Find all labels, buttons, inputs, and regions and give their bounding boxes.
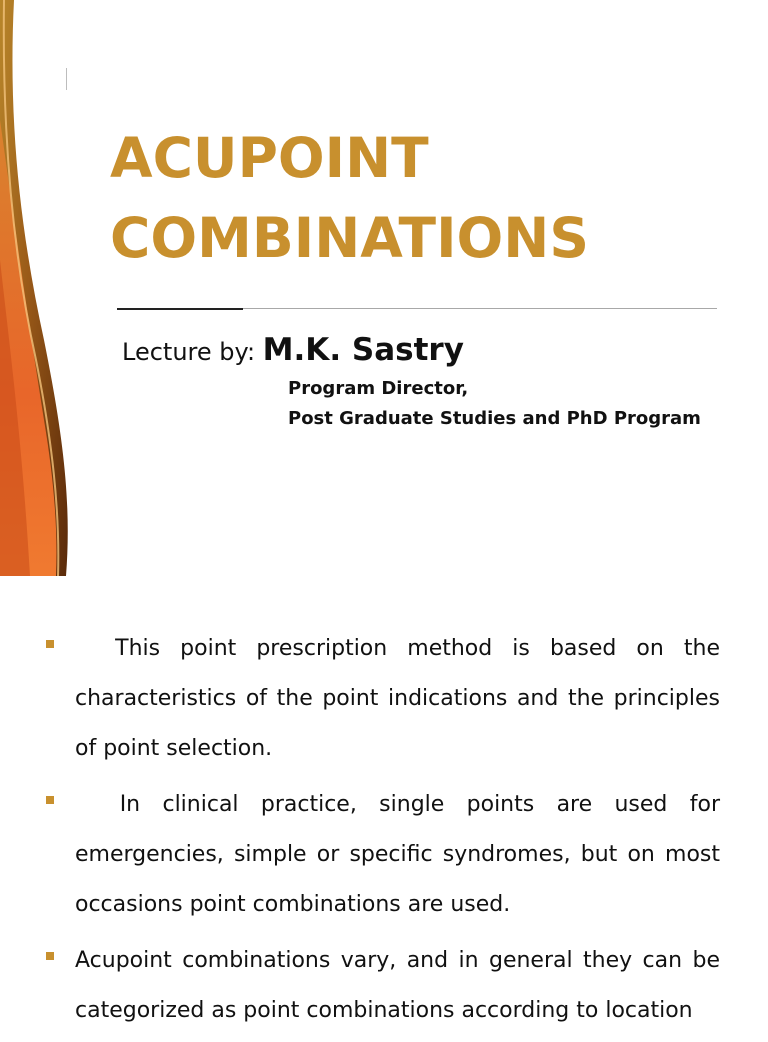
list-item: [0, 624, 768, 774]
bullet-list: [0, 624, 768, 1042]
square-bullet-icon: [46, 796, 54, 804]
bullet-text: Acupoint combinations vary, and in general they can be categorized as point combinations according to location: [75, 948, 720, 1023]
content-slide: [0, 602, 768, 1024]
lecturer-line: [122, 332, 464, 368]
slide-title: [110, 118, 589, 278]
square-bullet-icon: [46, 952, 54, 960]
decorative-swoosh-graphic: [0, 0, 80, 576]
bullet-text: In clinical practice, single points are used for emergencies, simple or specific syndromes, but on most occasions point combinations are used.: [75, 792, 720, 917]
role-line-2: Post Graduate Studies and PhD Program: [288, 408, 701, 429]
lecturer-name: M.K. Sastry: [262, 332, 464, 368]
title-divider-accent: [117, 308, 243, 310]
title-line-1: ACUPOINT: [110, 126, 429, 190]
lecture-by-label: Lecture by:: [122, 338, 263, 366]
list-item: [0, 936, 768, 1036]
role-line-1: Program Director,: [288, 378, 469, 399]
slide-separator: [0, 576, 768, 602]
list-item: [0, 780, 768, 930]
square-bullet-icon: [46, 640, 54, 648]
title-line-2: COMBINATIONS: [110, 206, 589, 270]
decorative-tick: [66, 68, 67, 90]
bullet-text: This point prescription method is based on the characteristics of the point indications and the principles of point selection.: [75, 636, 720, 761]
